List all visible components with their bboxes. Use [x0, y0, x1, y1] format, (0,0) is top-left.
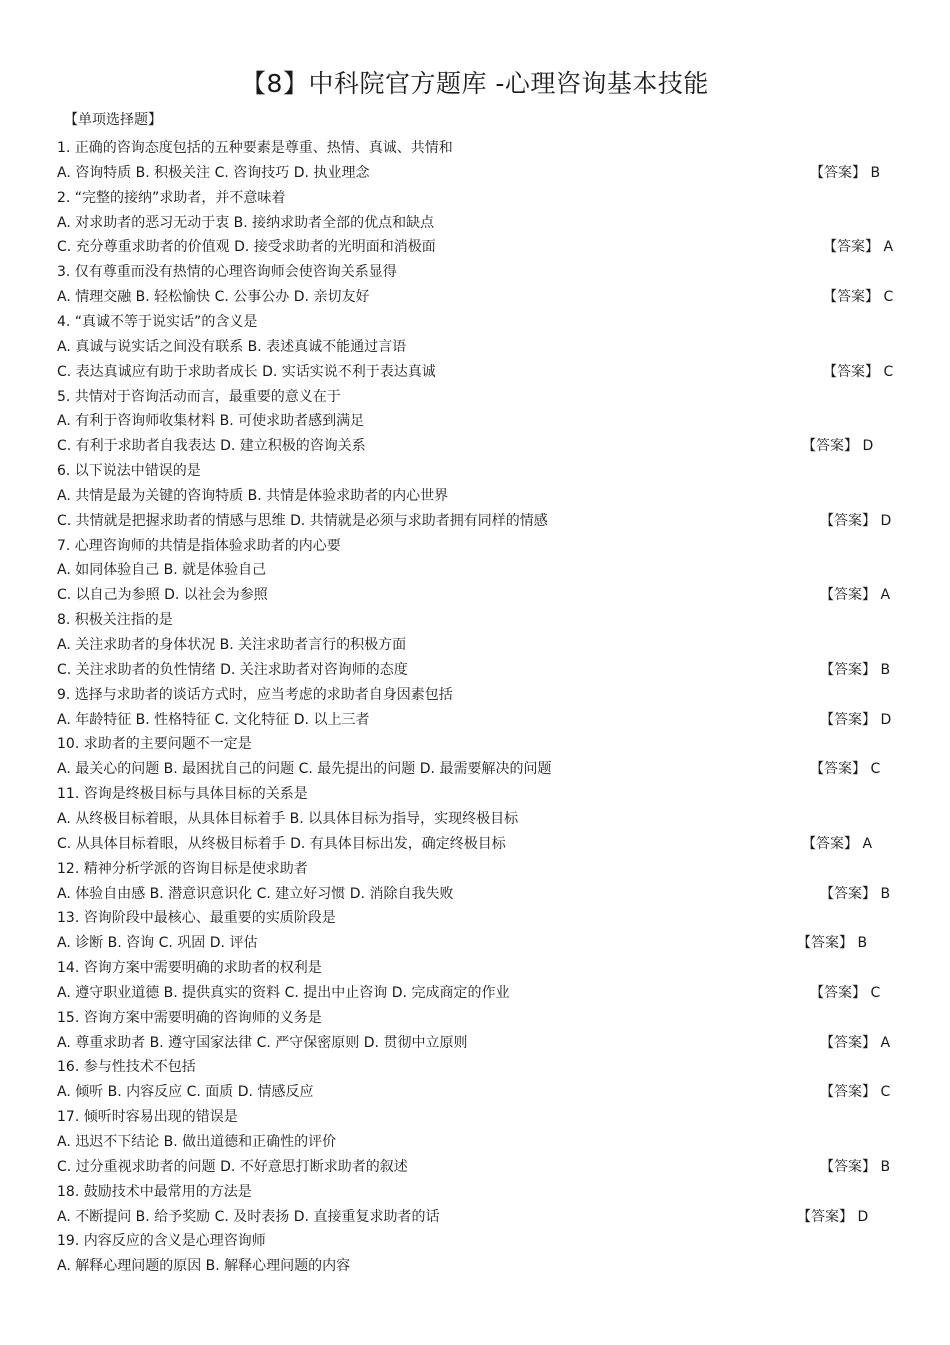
option-text: A. 从终极目标着眼，从具体目标着手 B. 以具体目标为指导，实现终极目标 [57, 810, 519, 827]
answer-label: 【答案】 C [823, 363, 894, 380]
answer-label: 【答案】 A [820, 1034, 891, 1051]
question-text: 3. 仅有尊重而没有热情的心理咨询师会使咨询关系显得 [57, 264, 397, 281]
option-text: A. 如同体验自己 B. 就是体验自己 [57, 562, 267, 579]
option-text: C. 共情就是把握求助者的情感与思维 D. 共情就是必须与求助者拥有同样的情感 [57, 512, 548, 529]
option-text: A. 诊断 B. 咨询 C. 巩固 D. 评估 [57, 935, 258, 952]
answer-label: 【答案】 C [810, 984, 881, 1001]
question-text: 1. 正确的咨询态度包括的五种要素是尊重、热情、真诚、共情和 [57, 140, 453, 156]
answer-label: 【答案】 B [810, 164, 881, 181]
question-text: 4. “真诚不等于说实话”的含义是 [57, 313, 258, 330]
option-line [57, 832, 894, 856]
question-text: 15. 咨询方案中需要明确的咨询师的义务是 [57, 1009, 322, 1026]
question-stem [57, 608, 894, 632]
option-text: A. 倾听 B. 内容反应 C. 面质 D. 情感反应 [57, 1084, 314, 1101]
option-text: A. 真诚与说实话之间没有联系 B. 表述真诚不能通过言语 [57, 338, 407, 355]
question-text: 9. 选择与求助者的谈话方式时，应当考虑的求助者自身因素包括 [57, 686, 453, 703]
option-line [57, 161, 894, 185]
option-line [57, 1130, 894, 1154]
answer-label: 【答案】 B [820, 885, 891, 902]
option-line [57, 1080, 894, 1104]
answer-label: 【答案】 D [820, 711, 892, 728]
option-line [57, 558, 894, 582]
option-text: A. 体验自由感 B. 潜意识意识化 C. 建立好习惯 D. 消除自我失败 [57, 885, 454, 902]
question-stem [57, 732, 894, 756]
option-text: A. 对求助者的恶习无动于衷 B. 接纳求助者全部的优点和缺点 [57, 214, 435, 231]
option-text: A. 最关心的问题 B. 最困扰自己的问题 C. 最先提出的问题 D. 最需要解决的问题 [57, 761, 552, 778]
question-stem [57, 1180, 894, 1204]
question-stem [57, 459, 894, 483]
question-text: 6. 以下说法中错误的是 [57, 463, 201, 480]
option-line [57, 981, 894, 1005]
option-text: C. 有利于求助者自我表达 D. 建立积极的咨询关系 [57, 438, 366, 455]
question-stem [57, 906, 894, 930]
option-line [57, 211, 894, 235]
question-stem [57, 683, 894, 707]
answer-label: 【答案】 B [820, 1158, 891, 1175]
question-stem [57, 1055, 894, 1079]
question-text: 14. 咨询方案中需要明确的求助者的权利是 [57, 960, 322, 977]
question-stem [57, 782, 894, 806]
option-text: C. 关注求助者的负性情绪 D. 关注求助者对咨询师的态度 [57, 661, 408, 678]
answer-label: 【答案】 C [810, 761, 881, 778]
question-text: 12. 精神分析学派的咨询目标是使求助者 [57, 860, 308, 877]
option-text: A. 关注求助者的身体状况 B. 关注求助者言行的积极方面 [57, 637, 407, 653]
question-text: 10. 求助者的主要问题不一定是 [57, 736, 252, 753]
option-line [57, 409, 894, 433]
question-text: 19. 内容反应的含义是心理咨询师 [57, 1233, 266, 1250]
option-line [57, 1205, 894, 1229]
question-stem [57, 857, 894, 881]
option-text: C. 表达真诚应有助于求助者成长 D. 实话实说不利于表达真诚 [57, 363, 436, 380]
answer-label: 【答案】 D [802, 438, 874, 455]
question-text: 5. 共情对于咨询活动而言，最重要的意义在于 [57, 388, 341, 405]
question-stem [57, 1105, 894, 1129]
option-line [57, 807, 894, 831]
option-line [57, 434, 894, 458]
option-text: C. 从具体目标着眼，从终极目标着手 D. 有具体目标出发，确定终极目标 [57, 835, 506, 852]
answer-label: 【答案】 A [820, 587, 891, 604]
question-text: 16. 参与性技术不包括 [57, 1059, 196, 1076]
question-text: 13. 咨询阶段中最核心、最重要的实质阶段是 [57, 910, 336, 927]
option-text: A. 有利于咨询师收集材料 B. 可使求助者感到满足 [57, 413, 365, 430]
question-text: 2. “完整的接纳”求助者，并不意味着 [57, 189, 286, 206]
option-line [57, 633, 894, 657]
option-line [57, 708, 894, 732]
option-text: C. 充分尊重求助者的价值观 D. 接受求助者的光明面和消极面 [57, 239, 436, 256]
option-text: A. 不断提问 B. 给予奖励 C. 及时表扬 D. 直接重复求助者的话 [57, 1208, 440, 1225]
option-line [57, 360, 894, 384]
question-stem [57, 956, 894, 980]
option-text: A. 尊重求助者 B. 遵守国家法律 C. 严守保密原则 D. 贯彻中立原则 [57, 1034, 468, 1051]
answer-label: 【答案】 D [820, 512, 892, 529]
question-stem [57, 186, 894, 210]
question-text: 18. 鼓励技术中最常用的方法是 [57, 1183, 252, 1200]
question-text: 7. 心理咨询师的共情是指体验求助者的内心要 [57, 537, 341, 554]
option-text: C. 过分重视求助者的问题 D. 不好意思打断求助者的叙述 [57, 1158, 408, 1175]
option-line [57, 757, 894, 781]
question-text: 11. 咨询是终极目标与具体目标的关系是 [57, 786, 308, 803]
answer-label: 【答案】 B [820, 661, 891, 678]
question-stem [57, 1006, 894, 1030]
question-stem [57, 260, 894, 284]
answer-label: 【答案】 A [802, 835, 873, 852]
answer-label: 【答案】 C [823, 289, 894, 306]
option-line [57, 882, 894, 906]
option-text: A. 年龄特征 B. 性格特征 C. 文化特征 D. 以上三者 [57, 711, 370, 728]
option-line [57, 509, 894, 533]
option-text: A. 迅迟不下结论 B. 做出道德和正确性的评价 [57, 1134, 337, 1150]
answer-label: 【答案】 A [823, 239, 894, 256]
question-stem [57, 310, 894, 334]
option-line [57, 1031, 894, 1055]
option-line [57, 583, 894, 607]
question-stem [57, 1229, 894, 1253]
option-line [57, 1254, 894, 1278]
option-line [57, 1155, 894, 1179]
option-text: A. 解释心理问题的原因 B. 解释心理问题的内容 [57, 1258, 351, 1275]
answer-label: 【答案】 C [820, 1084, 891, 1101]
option-text: A. 咨询特质 B. 积极关注 C. 咨询技巧 D. 执业理念 [57, 164, 370, 181]
question-text: 8. 积极关注指的是 [57, 612, 173, 629]
question-stem [57, 136, 894, 160]
section-label: 【单项选择题】 [64, 112, 162, 128]
option-line [57, 285, 894, 309]
option-text: A. 共情是最为关键的咨询特质 B. 共情是体验求助者的内心世界 [57, 487, 449, 504]
answer-label: 【答案】 B [797, 935, 868, 952]
option-line [57, 658, 894, 682]
option-text: A. 情理交融 B. 轻松愉快 C. 公事公办 D. 亲切友好 [57, 289, 370, 306]
option-line [57, 484, 894, 508]
answer-label: 【答案】 D [797, 1208, 869, 1225]
question-stem [57, 534, 894, 558]
option-text: C. 以自己为参照 D. 以社会为参照 [57, 587, 268, 604]
page-title: 【8】中科院官方题库 -心理咨询基本技能 [241, 69, 709, 98]
option-line [57, 235, 894, 259]
option-line [57, 931, 894, 955]
option-line [57, 335, 894, 359]
option-text: A. 遵守职业道德 B. 提供真实的资料 C. 提出中止咨询 D. 完成商定的作业 [57, 984, 510, 1001]
question-stem [57, 385, 894, 409]
question-text: 17. 倾听时容易出现的错误是 [57, 1109, 238, 1126]
